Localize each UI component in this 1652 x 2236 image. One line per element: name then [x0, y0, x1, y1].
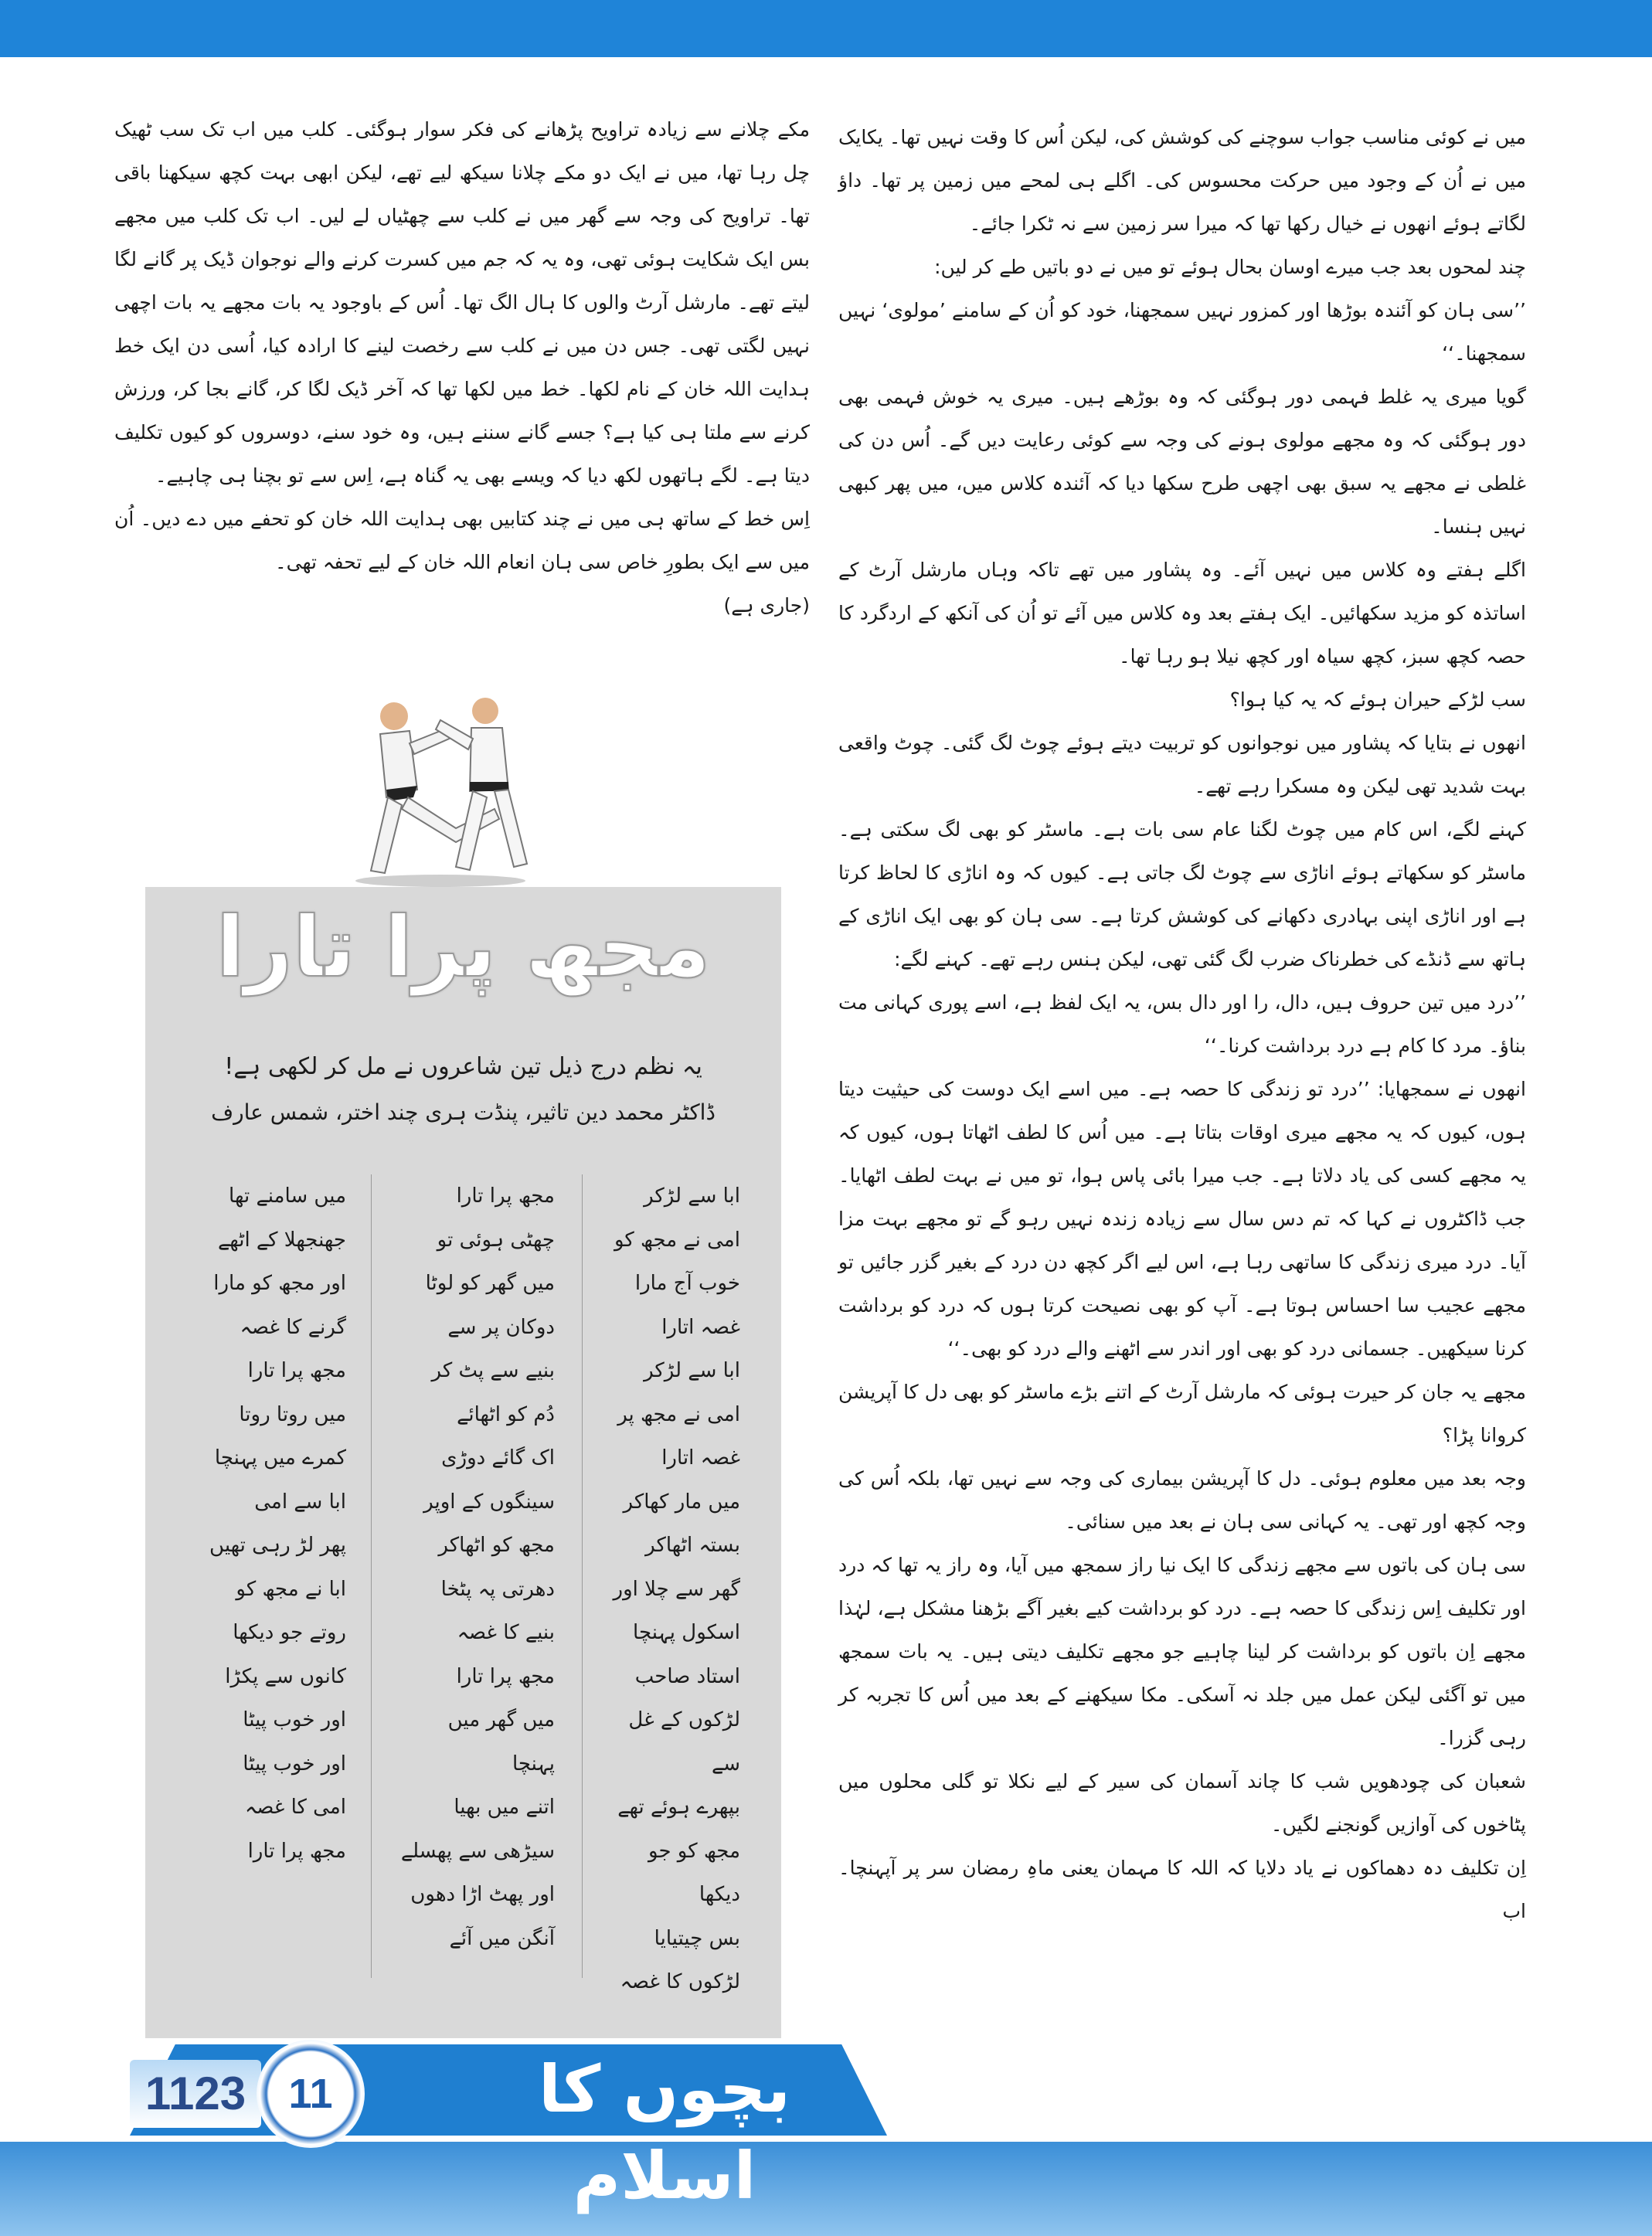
poem-line: امی کا غصہ [244, 1796, 346, 1819]
poem-line: اک گائے دوڑی [441, 1446, 555, 1470]
poem-authors: ڈاکٹر محمد دین تاثیر، پنڈت ہری چند اختر، شمس عارف [211, 1099, 716, 1125]
paragraph: سب لڑکے حیران ہوئے کہ یہ کیا ہوا؟ [1229, 688, 1526, 711]
paragraph: ’’سی ہان کو آئندہ بوڑھا اور کمزور نہیں سمجھنا، خود کو اُن کے سامنے ’مولوی‘ نہیں سمجھنا۔‘‘ [838, 299, 1526, 365]
footer-background [0, 2142, 1652, 2236]
top-color-bar [0, 0, 1652, 57]
poem-line: دوکان پر سے [447, 1315, 555, 1339]
poem-line: استاد صاحب [634, 1664, 740, 1688]
poem-line: سینگوں کے اوپر [423, 1490, 555, 1514]
poem-column-3 [192, 1174, 346, 1873]
poem-line: کمرے میں پہنچا [214, 1446, 346, 1470]
paragraph: انھوں نے سمجھایا: ’’درد تو زندگی کا حصہ ہے۔ میں اسے ایک دوست کی حیثیت دیتا ہوں، کیوں کہ یہ مجھے میری اوقات بتاتا ہے۔ میں اُس کا لطف اٹھاتا ہوں، کیوں کہ یہ مجھے کسی کی یاد دلاتا ہے۔ جب میرا بائی پاس ہوا، تو میں نے بہت لطف اٹھایا۔ جب ڈاکٹروں نے کہا کہ تم دس سال سے زیادہ زندہ نہیں رہو گے تو مجھے بہت مزا آیا۔ درد میری زندگی کا ساتھی رہا ہے، اس لیے اگر کچھ دن درد کے بغیر گزر جائیں تو مجھے عجیب سا احساس ہوتا ہے۔ آپ کو بھی نصیحت کرتا ہوں کہ درد کو برداشت کرنا سیکھیں۔ جسمانی درد کو بھی اور اندر سے اٹھنے والے درد کو بھی۔‘‘ [838, 1078, 1526, 1360]
paragraph: شعبان کی چودھویں شب کا چاند آسمان کی سیر کے لیے نکلا تو گلی محلوں میں پٹاخوں کی آوازیں گونجنے لگیں۔ [838, 1770, 1526, 1836]
poem-line: اور خوب پیٹا [243, 1708, 346, 1731]
poem-line: مجھ پرا تارا [456, 1184, 555, 1208]
issue-number: 11 [288, 2071, 333, 2117]
paragraph: ’’درد میں تین حروف ہیں، دال، را اور دال بس، یہ ایک لفظ ہے، اسے پوری کہانی مت بناؤ۔ مرد کا کام ہے درد برداشت کرنا۔‘‘ [838, 991, 1526, 1057]
poem-line: بنیے کا غصہ [457, 1621, 555, 1644]
poem-line: بپھرے ہوئے تھے [617, 1796, 740, 1819]
paragraph: انھوں نے بتایا کہ پشاور میں نوجوانوں کو تربیت دیتے ہوئے چوٹ لگ گئی۔ چوٹ واقعی بہت شدید تھی لیکن وہ مسکرا رہے تھے۔ [838, 732, 1526, 797]
to-be-continued-label: (جاری ہے) [723, 594, 810, 617]
poem-line: بس چیتیایا [654, 1926, 740, 1950]
paragraph: میں نے کوئی مناسب جواب سوچنے کی کوشش کی، لیکن اُس کا وقت نہیں تھا۔ یکایک میں نے اُن کے وجود میں حرکت محسوس کی۔ اگلے ہی لمحے میں زمین پر تھا۔ داؤ لگاتے ہوئے انھوں نے خیال رکھا تھا کہ میرا سر زمین سے نہ ٹکرا جائے۔ [838, 126, 1526, 235]
poem-line: چھٹی ہوئی تو [437, 1228, 555, 1252]
poem-line: روتے جو دیکھا [233, 1621, 346, 1644]
poem-line: خوب آج مارا [634, 1272, 740, 1295]
poem-line: ابا سے امی [254, 1490, 346, 1514]
poem-line: مجھ کو اٹھاکر [438, 1534, 555, 1557]
paragraph: اِس خط کے ساتھ ہی میں نے چند کتابیں بھی ہدایت اللہ خان کو تحفے میں دے دیں۔ اُن میں سے ایک بطورِ خاص سی ہان انعام اللہ خان کے لیے تحفہ تھی۔ [114, 508, 810, 573]
poem-line: دُم کو اٹھائے [457, 1402, 555, 1426]
poem-line: اتنے میں بھیا [454, 1796, 555, 1819]
article-right-column [838, 116, 1526, 1933]
karate-fighters-illustration [340, 674, 541, 890]
paragraph: وجہ بعد میں معلوم ہوئی۔ دل کا آپریشن بیماری کی وجہ سے نہیں تھا، بلکہ اُس کی وجہ کچھ اور تھی۔ یہ کہانی سی ہان نے بعد میں سنائی۔ [838, 1467, 1526, 1533]
poem-line: اور پھٹ اڑا دھوں [410, 1883, 555, 1906]
paragraph: اگلے ہفتے وہ کلاس میں نہیں آئے۔ وہ پشاور میں تھے تاکہ وہاں مارشل آرٹ کے اساتذہ کو مزید سکھائیں۔ ایک ہفتے بعد وہ کلاس میں آئے تو اُن کی آنکھ کے اردگرد کا حصہ کچھ سبز، کچھ سیاہ اور کچھ نیلا ہو رہا تھا۔ [838, 559, 1526, 668]
poem-line: میں گھر کو لوٹا [425, 1272, 555, 1295]
page-number: 1123 [144, 2068, 246, 2119]
poem-line: بستہ اٹھاکر [645, 1534, 740, 1557]
poem-line: اور مجھ کو مارا [213, 1272, 346, 1295]
poem-divider [371, 1174, 372, 1978]
poem-line: غصہ اتارا [661, 1315, 740, 1339]
poem-line: مجھ کو جو دیکھا [648, 1839, 740, 1906]
poem-line: جھنجھلا کے اٹھے [217, 1228, 346, 1252]
poem-column-2 [400, 1174, 555, 1960]
poem-line: میں گھر میں پہنچا [447, 1708, 555, 1776]
paragraph: اِن تکلیف دہ دھماکوں نے یاد دلایا کہ اللہ کا مہمان یعنی ماہِ رمضان سر پر آپہنچا۔ اب [838, 1857, 1526, 1922]
poem-line: کانوں سے پکڑا [225, 1664, 346, 1688]
article-left-column [114, 108, 810, 627]
poem-line: آنگن میں آئے [449, 1926, 555, 1950]
poem-line: ابا سے لڑکر [644, 1184, 740, 1208]
poem-line: مجھ پرا تارا [456, 1664, 555, 1688]
poem-line: امی نے مجھ پر [617, 1402, 740, 1426]
poem-line: مجھ پرا تارا [247, 1359, 346, 1382]
poem-line: امی نے مجھ کو [614, 1228, 740, 1252]
poem-line: ابا سے لڑکر [644, 1359, 740, 1382]
poem-line: اسکول پہنچا [633, 1621, 740, 1644]
poem-line: ابا نے مجھ کو [236, 1577, 346, 1601]
poem-box [145, 887, 781, 2038]
poem-line: بنیے سے پٹ کر [431, 1359, 555, 1382]
paragraph: کہنے لگے، اس کام میں چوٹ لگنا عام سی بات ہے۔ ماسٹر کو بھی لگ سکتی ہے۔ ماسٹر کو سکھاتے ہوئے اناڑی سے چوٹ لگ جاتی ہے۔ کیوں کہ وہ اناڑی کا لحاظ کرتا ہے اور اناڑی اپنی بہادری دکھانے کی کوشش کرتا ہے۔ سی ہان کو بھی ایک اناڑی کے ہاتھ سے ڈنڈے کی خطرناک ضرب لگ گئی تھی، لیکن ہنس رہے تھے۔ کہنے لگے: [838, 818, 1526, 970]
poem-line: میں روتا روتا [239, 1402, 346, 1426]
poem-line: لڑکوں کے غل سے [628, 1708, 740, 1776]
poem-divider [582, 1174, 583, 1978]
poem-line: میں مار کھاکر [623, 1490, 740, 1514]
poem-line: غصہ اتارا [661, 1446, 740, 1470]
poem-title: مجھ پرا تارا [216, 899, 711, 996]
poem-line: مجھ پرا تارا [247, 1839, 346, 1863]
magazine-logo: بچوں کا اسلام [538, 2051, 791, 2214]
poem-line: لڑکوں کا غصہ [620, 1970, 740, 1993]
paragraph: چند لمحوں بعد جب میرے اوسان بحال ہوئے تو میں نے دو باتیں طے کر لیں: [934, 256, 1526, 278]
poem-intro: یہ نظم درج ذیل تین شاعروں نے مل کر لکھی ہے! [224, 1053, 702, 1080]
poem-line: گھر سے چلا اور [613, 1577, 740, 1601]
paragraph: مکے چلانے سے زیادہ تراویح پڑھانے کی فکر سوار ہوگئی۔ کلب میں اب تک سب ٹھیک چل رہا تھا، میں نے ایک دو مکے چلانا سیکھ لیے تھے، لیکن ابھی بہت کچھ سیکھنا باقی تھا۔ تراویح کی وجہ سے گھر میں نے کلب سے چھٹیاں لے لیں۔ اب تک کلب میں مجھے بس ایک شکایت ہوئی تھی، وہ یہ کہ جم میں کسرت کرنے والے نوجوان ڈیک پر گانے لگا لیتے تھے۔ مارشل آرٹ والوں کا ہال الگ تھا۔ اُس کے باوجود یہ بات مجھے یہ بات اچھی نہیں لگتی تھی۔ جس دن میں نے کلب سے رخصت لینے کا ارادہ کیا، اُسی دن ایک خط ہدایت اللہ خان کے نام لکھا۔ خط میں لکھا تھا کہ آخر ڈیک لگا کر، گانے بجا کر، ورزش کرنے سے ملتا ہی کیا ہے؟ جسے گانے سننے ہیں، وہ خود سنے، دوسروں کو کیوں تکلیف دیتا ہے۔ لگے ہاتھوں لکھ دیا کہ ویسے بھی یہ گناہ ہے، اِس سے تو بچنا ہی چاہیے۔ [114, 118, 810, 487]
poem-column-1 [609, 1174, 740, 2004]
poem-line: دھرتی پہ پٹخا [440, 1577, 555, 1601]
poem-line: گرنے کا غصہ [240, 1315, 346, 1339]
paragraph: مجھے یہ جان کر حیرت ہوئی کہ مارشل آرٹ کے اتنے بڑے ماسٹر کو بھی دل کا آپریشن کروانا پڑا؟ [838, 1381, 1526, 1446]
paragraph: سی ہان کی باتوں سے مجھے زندگی کا ایک نیا راز سمجھ میں آیا، وہ راز یہ تھا کہ درد اور تکلیف اِس زندگی کا حصہ ہے۔ درد کو برداشت کیے بغیر آگے بڑھنا مشکل ہے، لہٰذا مجھے اِن باتوں کو برداشت کر لینا چاہیے جو مجھے تکلیف دیتی ہیں۔ یہ بات سمجھ میں تو آگئی لیکن عمل میں جلد نہ آسکی۔ مکا سیکھنے کے بعد میں اُس کا تجربہ کر رہی گزرا۔ [838, 1554, 1526, 1749]
poem-line: پھر لڑ رہی تھیں [209, 1534, 346, 1557]
paragraph: گویا میری یہ غلط فہمی دور ہوگئی کہ وہ بوڑھے ہیں۔ میری یہ خوش فہمی بھی دور ہوگئی کہ وہ مجھے مولوی ہونے کی وجہ سے کوئی رعایت دیں گے۔ اُس دن کی غلطی نے مجھے یہ سبق بھی اچھی طرح سکھا دیا کہ آئندہ کلاس میں، میں پھر کبھی نہیں ہنسا۔ [838, 386, 1526, 538]
poem-line: اور خوب پیٹا [243, 1752, 346, 1776]
poem-line: سیڑھی سے پھسلے [400, 1839, 555, 1863]
poem-line: میں سامنے تھا [229, 1184, 346, 1208]
